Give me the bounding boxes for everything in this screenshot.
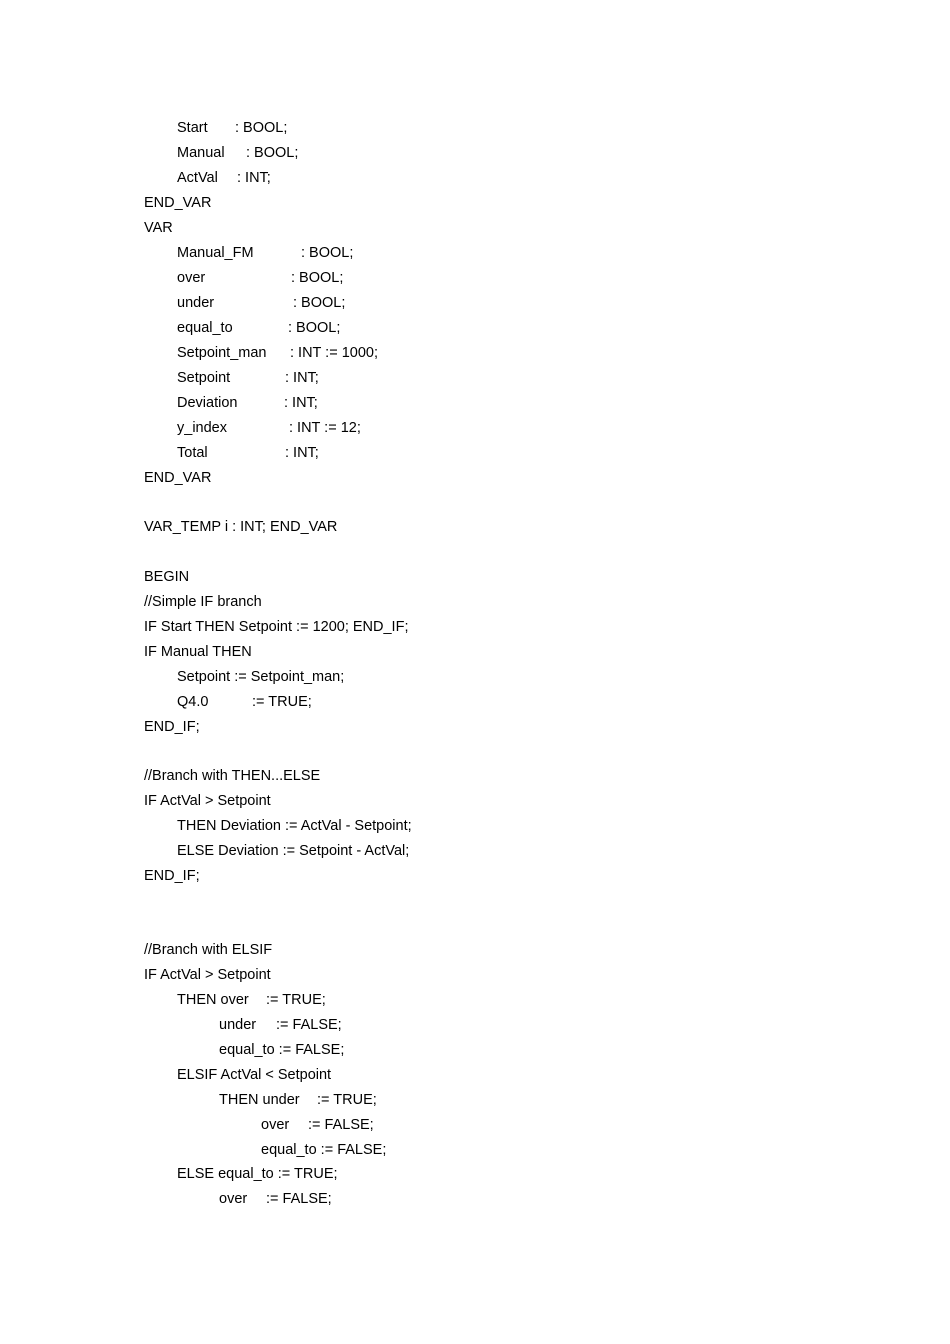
code-line-type: : BOOL; xyxy=(288,320,341,336)
code-line: equal_to := FALSE; xyxy=(219,1042,345,1058)
code-line: under xyxy=(219,1017,257,1033)
code-line: Start xyxy=(177,120,208,136)
code-line: Q4.0 xyxy=(177,694,209,710)
code-line: BEGIN xyxy=(144,569,190,585)
code-line: IF Manual THEN xyxy=(144,644,252,660)
code-line-type: : BOOL; xyxy=(291,270,344,286)
code-line: equal_to := FALSE; xyxy=(261,1142,387,1158)
code-line: VAR_TEMP i : INT; END_VAR xyxy=(144,519,338,535)
code-line: equal_to xyxy=(177,320,233,336)
code-line: Deviation xyxy=(177,395,238,411)
code-line: Setpoint := Setpoint_man; xyxy=(177,669,345,685)
code-comment: //Branch with THEN...ELSE xyxy=(144,768,321,784)
code-line: VAR xyxy=(144,220,173,236)
code-line: END_IF; xyxy=(144,868,200,884)
code-line: under xyxy=(177,295,215,311)
code-line: ELSE equal_to := TRUE; xyxy=(177,1166,338,1182)
code-comment: //Simple IF branch xyxy=(144,594,262,610)
code-line-type: : INT; xyxy=(285,445,319,461)
code-line: IF ActVal > Setpoint xyxy=(144,967,271,983)
code-line: ELSE Deviation := Setpoint - ActVal; xyxy=(177,843,410,859)
code-line-type: : INT; xyxy=(237,170,271,186)
code-line-type: : INT; xyxy=(284,395,318,411)
code-line: ActVal xyxy=(177,170,218,186)
code-line: IF Start THEN Setpoint := 1200; END_IF; xyxy=(144,619,409,635)
code-line-type: : INT := 1000; xyxy=(290,345,378,361)
code-line: ELSIF ActVal < Setpoint xyxy=(177,1067,332,1083)
code-line: IF ActVal > Setpoint xyxy=(144,793,271,809)
code-line-value: := TRUE; xyxy=(317,1092,377,1108)
code-line-value: := TRUE; xyxy=(266,992,326,1008)
code-line: END_IF; xyxy=(144,719,200,735)
code-line: Manual_FM xyxy=(177,245,254,261)
code-line: over xyxy=(219,1191,248,1207)
code-line: Setpoint_man xyxy=(177,345,267,361)
code-line: Setpoint xyxy=(177,370,231,386)
code-line-type: : BOOL; xyxy=(235,120,288,136)
code-line-type: : BOOL; xyxy=(301,245,354,261)
code-line-value: := FALSE; xyxy=(308,1117,374,1133)
code-line-type: : BOOL; xyxy=(293,295,346,311)
code-line-type: : BOOL; xyxy=(246,145,299,161)
code-line-value: := FALSE; xyxy=(276,1017,342,1033)
code-line-value: := TRUE; xyxy=(252,694,312,710)
code-line: END_VAR xyxy=(144,195,212,211)
code-line: over xyxy=(261,1117,290,1133)
code-line: THEN over xyxy=(177,992,249,1008)
code-line-type: : INT := 12; xyxy=(289,420,361,436)
code-line: y_index xyxy=(177,420,227,436)
code-line-type: : INT; xyxy=(285,370,319,386)
code-comment: //Branch with ELSIF xyxy=(144,942,273,958)
code-line: THEN under xyxy=(219,1092,300,1108)
code-line: END_VAR xyxy=(144,470,212,486)
code-line: THEN Deviation := ActVal - Setpoint; xyxy=(177,818,412,834)
code-line-value: := FALSE; xyxy=(266,1191,332,1207)
code-line: Manual xyxy=(177,145,225,161)
code-line: Total xyxy=(177,445,208,461)
code-line: over xyxy=(177,270,206,286)
